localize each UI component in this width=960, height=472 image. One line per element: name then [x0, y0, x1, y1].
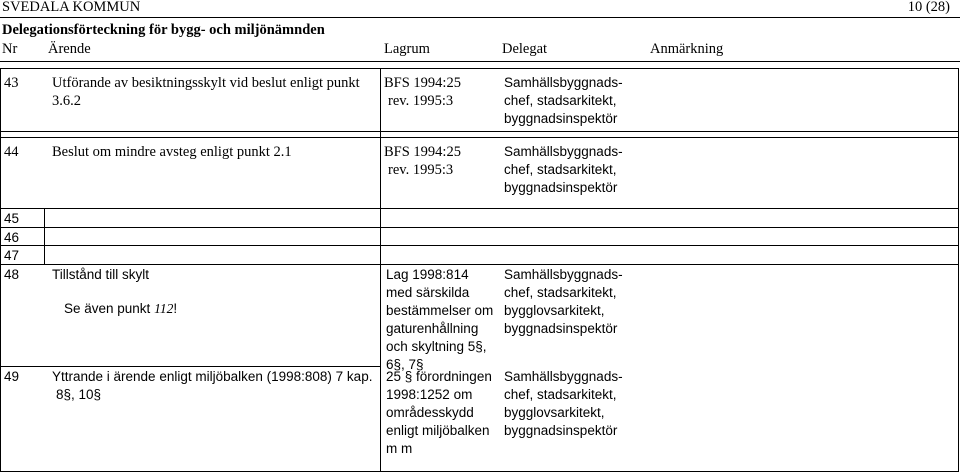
row-number: 44 — [4, 144, 19, 160]
row-separator — [0, 131, 959, 132]
column-divider-lagrum — [380, 68, 381, 472]
row-number: 46 — [4, 230, 20, 245]
table-border-right — [958, 68, 959, 472]
table-border-top — [0, 68, 959, 69]
col-lagrum: Lagrum — [384, 41, 430, 57]
row-lagrum: 25 § förordningen 1998:1252 om områdesskydd enligt miljöbalken m m — [386, 369, 492, 456]
col-anmarkning: Anmärkning — [650, 41, 724, 57]
row-number: 49 — [4, 369, 20, 384]
row-separator — [0, 366, 380, 367]
row-arende: Tillstånd till skylt — [52, 267, 150, 282]
row-lagrum: Lag 1998:814 med särskilda bestämmelser om gaturenhållning och skyltning 5§, 6§, 7§ — [386, 267, 494, 372]
see-also-note: Se även punkt 112! — [64, 301, 178, 316]
table-border-left — [0, 68, 1, 472]
row-separator — [0, 245, 959, 246]
row-lagrum: BFS 1994:25 rev. 1995:3 — [384, 75, 461, 109]
row-separator — [0, 264, 959, 265]
col-nr: Nr — [2, 41, 18, 57]
row-number: 47 — [4, 248, 20, 263]
row-separator — [0, 227, 959, 228]
row-divider-nr — [44, 208, 45, 264]
row-arende: Utförande av besiktningsskylt vid beslut enligt punkt 3.6.2 — [52, 75, 360, 109]
column-header-rule — [0, 61, 960, 62]
row-separator — [0, 208, 959, 209]
col-delegat: Delegat — [502, 41, 548, 57]
page-number: 10 (28) — [907, 0, 950, 15]
org-name: SVEDALA KOMMUN — [2, 0, 141, 15]
row-delegat: Samhällsbyggnads- chef, stadsarkitekt, byggnadsinspektör — [504, 75, 623, 126]
row-delegat: Samhällsbyggnads- chef, stadsarkitekt, bygglovsarkitekt, byggnadsinspektör — [504, 267, 623, 336]
row-arende: Beslut om mindre avsteg enligt punkt 2.1 — [52, 144, 292, 160]
header-rule — [0, 17, 960, 18]
row-arende: Yttrande i ärende enligt miljöbalken (1998:808) 7 kap. 8§, 10§ — [52, 369, 373, 402]
row-delegat: Samhällsbyggnads- chef, stadsarkitekt, bygglovsarkitekt, byggnadsinspektör — [504, 369, 623, 438]
row-number: 48 — [4, 267, 20, 282]
document-title: Delegationsförteckning för bygg- och miljönämnden — [2, 22, 325, 38]
row-delegat: Samhällsbyggnads- chef, stadsarkitekt, byggnadsinspektör — [504, 144, 623, 195]
row-number: 45 — [4, 211, 20, 226]
row-separator — [0, 137, 959, 138]
row-lagrum: BFS 1994:25 rev. 1995:3 — [384, 144, 461, 178]
row-number: 43 — [4, 75, 19, 91]
col-arende: Ärende — [48, 41, 91, 57]
